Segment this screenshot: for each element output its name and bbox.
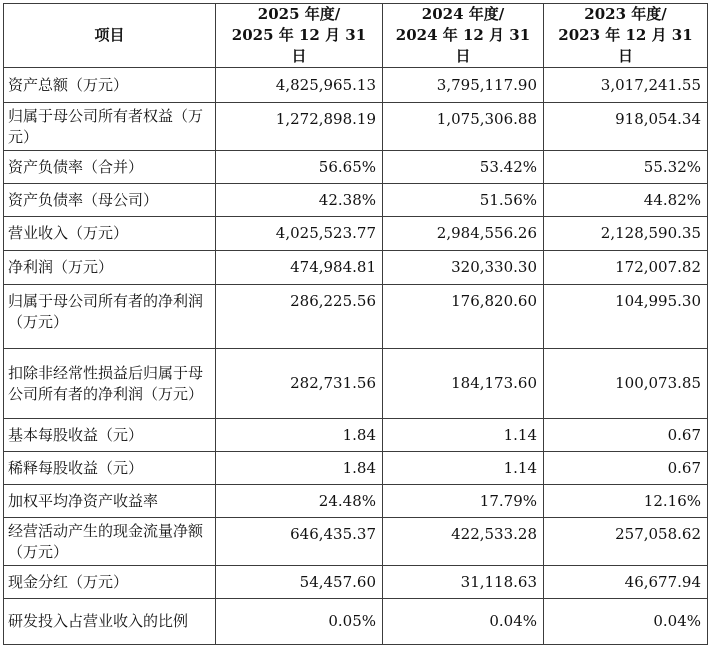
cell-2024: 31,118.63: [383, 566, 544, 599]
table-row: [4, 285, 708, 349]
table-row: [4, 217, 708, 251]
cell-2024: 1.14: [383, 452, 544, 485]
cell-2024: 176,820.60: [383, 285, 544, 349]
row-label: 扣除非经常性损益后归属于母公司所有者的净利润（万元）: [4, 349, 216, 419]
table-row: [4, 349, 708, 419]
cell-2023: 44.82%: [544, 184, 708, 217]
header-2023-line2: 2023 年 12 月 31 日: [558, 26, 693, 65]
header-2024: [383, 4, 544, 68]
table-row: [4, 566, 708, 599]
cell-2024: 3,795,117.90: [383, 68, 544, 103]
cell-2025: 1,272,898.19: [216, 103, 383, 151]
cell-2023: 0.67: [544, 452, 708, 485]
row-label: 稀释每股收益（元）: [4, 452, 216, 485]
table-row: [4, 184, 708, 217]
row-label: 研发投入占营业收入的比例: [4, 599, 216, 645]
row-label: 归属于母公司所有者权益（万元）: [4, 103, 216, 151]
cell-2024: 0.04%: [383, 599, 544, 645]
cell-2025: 4,025,523.77: [216, 217, 383, 251]
table-row: [4, 419, 708, 452]
header-item: 项目: [4, 4, 216, 68]
table-row: [4, 599, 708, 645]
cell-2025: 42.38%: [216, 184, 383, 217]
cell-2024: 17.79%: [383, 485, 544, 518]
cell-2025: 24.48%: [216, 485, 383, 518]
cell-2024: 1.14: [383, 419, 544, 452]
row-label: 资产负债率（合并）: [4, 151, 216, 184]
cell-2025: 0.05%: [216, 599, 383, 645]
cell-2023: 46,677.94: [544, 566, 708, 599]
row-label: 资产总额（万元）: [4, 68, 216, 103]
cell-2024: 51.56%: [383, 184, 544, 217]
cell-2023: 918,054.34: [544, 103, 708, 151]
cell-2025: 1.84: [216, 452, 383, 485]
cell-2025: 646,435.37: [216, 518, 383, 566]
header-2023-line1: 2023 年度/: [584, 5, 667, 23]
header-2025-line2: 2025 年 12 月 31 日: [231, 26, 367, 65]
cell-2023: 0.04%: [544, 599, 708, 645]
table-row: [4, 518, 708, 566]
cell-2024: 422,533.28: [383, 518, 544, 566]
cell-2023: 104,995.30: [544, 285, 708, 349]
table-row: [4, 251, 708, 285]
row-label: 净利润（万元）: [4, 251, 216, 285]
cell-2023: 257,058.62: [544, 518, 708, 566]
row-label: 归属于母公司所有者的净利润（万元）: [4, 285, 216, 349]
cell-2023: 55.32%: [544, 151, 708, 184]
cell-2023: 100,073.85: [544, 349, 708, 419]
cell-2023: 12.16%: [544, 485, 708, 518]
row-label: 资产负债率（母公司）: [4, 184, 216, 217]
cell-2024: 1,075,306.88: [383, 103, 544, 151]
table-row: [4, 68, 708, 103]
header-2025: [216, 4, 383, 68]
cell-2025: 286,225.56: [216, 285, 383, 349]
cell-2023: 3,017,241.55: [544, 68, 708, 103]
row-label: 经营活动产生的现金流量净额（万元）: [4, 518, 216, 566]
header-2024-line1: 2024 年度/: [421, 5, 505, 23]
cell-2023: 2,128,590.35: [544, 217, 708, 251]
header-2023: [544, 4, 708, 68]
cell-2024: 2,984,556.26: [383, 217, 544, 251]
row-label: 加权平均净资产收益率: [4, 485, 216, 518]
row-label: 基本每股收益（元）: [4, 419, 216, 452]
header-row: [4, 4, 708, 68]
cell-2025: 4,825,965.13: [216, 68, 383, 103]
table-row: [4, 103, 708, 151]
cell-2023: 0.67: [544, 419, 708, 452]
cell-2025: 1.84: [216, 419, 383, 452]
table-row: [4, 151, 708, 184]
header-2025-line1: 2025 年度/: [257, 5, 341, 23]
cell-2024: 184,173.60: [383, 349, 544, 419]
cell-2024: 53.42%: [383, 151, 544, 184]
cell-2024: 320,330.30: [383, 251, 544, 285]
cell-2025: 474,984.81: [216, 251, 383, 285]
table-row: [4, 452, 708, 485]
table-row: [4, 485, 708, 518]
cell-2023: 172,007.82: [544, 251, 708, 285]
financial-summary-table: [3, 3, 708, 645]
row-label: 现金分红（万元）: [4, 566, 216, 599]
header-2024-line2: 2024 年 12 月 31 日: [395, 26, 531, 65]
row-label: 营业收入（万元）: [4, 217, 216, 251]
cell-2025: 56.65%: [216, 151, 383, 184]
cell-2025: 282,731.56: [216, 349, 383, 419]
cell-2025: 54,457.60: [216, 566, 383, 599]
